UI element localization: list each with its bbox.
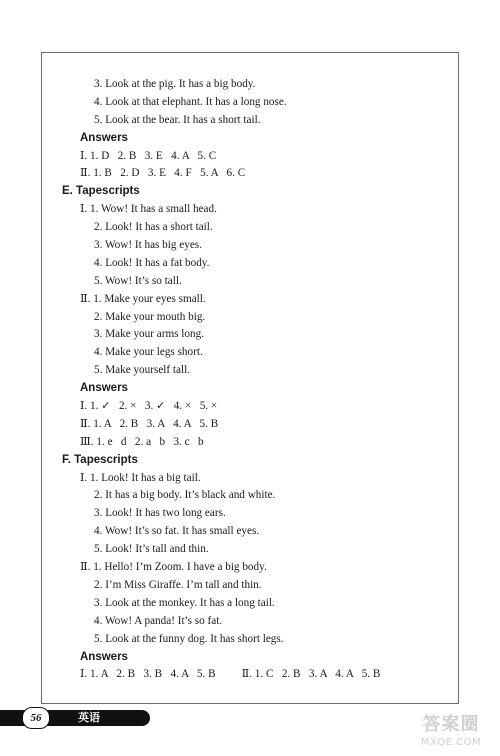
subject-label: 英语	[78, 711, 100, 724]
text-line: 5. Make yourself tall.	[94, 364, 191, 377]
text-line: 5. Look! It’s tall and thin.	[94, 543, 209, 556]
text-line: 4. Look! It has a fat body.	[94, 256, 210, 269]
answer-line: Ⅰ. 1. D 2. B 3. E 4. A 5. C	[80, 149, 217, 162]
answer-line: Ⅱ. 1. A 2. B 3. A 4. A 5. B	[80, 417, 219, 430]
text-line: 2. Make your mouth big.	[94, 310, 206, 323]
text-line: Ⅰ. 1. Look! It has a big tail.	[80, 471, 201, 484]
watermark-url: MXQE.COM	[420, 737, 482, 748]
text-line: Ⅱ. 1. Hello! I’m Zoom. I have a big body.	[80, 561, 267, 574]
text-line: 3. Wow! It has big eyes.	[94, 239, 202, 252]
text-line: 2. Look! It has a short tail.	[94, 221, 213, 234]
answer-group-1: Ⅰ. 1. A 2. B 3. B 4. A 5. B	[80, 668, 216, 681]
page-number: 56	[22, 707, 50, 729]
text-line: 3. Make your arms long.	[94, 328, 204, 341]
text-line: Ⅱ. 1. Make your eyes small.	[80, 292, 206, 305]
page-content	[56, 76, 456, 684]
text-line: 5. Look at the bear. It has a short tail.	[94, 113, 261, 126]
answer-line	[56, 666, 456, 684]
text-line: 2. It has a big body. It’s black and white.	[94, 489, 276, 502]
answer-line: Ⅰ. 1. ✓ 2. × 3. ✓ 4. × 5. ×	[80, 400, 218, 413]
answer-line: Ⅲ. 1. e d 2. a b 3. c b	[80, 435, 204, 448]
answers-heading: Answers	[80, 650, 128, 663]
answers-heading: Answers	[80, 131, 128, 144]
answer-group-2: Ⅱ. 1. C 2. B 3. A 4. A 5. B	[241, 668, 381, 681]
answer-line: Ⅱ. 1. B 2. D 3. E 4. F 5. A 6. C	[80, 167, 246, 180]
text-line: 3. Look at the monkey. It has a long tail.	[94, 596, 275, 609]
section-title: F. Tapescripts	[62, 453, 138, 466]
text-line: 4. Make your legs short.	[94, 346, 203, 359]
text-line: 2. I’m Miss Giraffe. I’m tall and thin.	[94, 578, 262, 591]
text-line: 4. Wow! A panda! It’s so fat.	[94, 614, 223, 627]
text-line: 4. Wow! It’s so fat. It has small eyes.	[94, 525, 260, 538]
answers-heading: Answers	[80, 382, 128, 395]
text-line: 5. Look at the funny dog. It has short legs.	[94, 632, 284, 645]
text-line: 5. Wow! It’s so tall.	[94, 274, 182, 287]
section-title: E. Tapescripts	[62, 185, 140, 198]
watermark	[412, 714, 490, 752]
watermark-logo-text: 答案圈	[422, 714, 480, 735]
text-line: 3. Look! It has two long ears.	[94, 507, 226, 520]
text-line: 3. Look at the pig. It has a big body.	[94, 78, 256, 90]
text-line: 4. Look at that elephant. It has a long nose.	[94, 95, 287, 108]
text-line: Ⅰ. 1. Wow! It has a small head.	[80, 203, 217, 216]
